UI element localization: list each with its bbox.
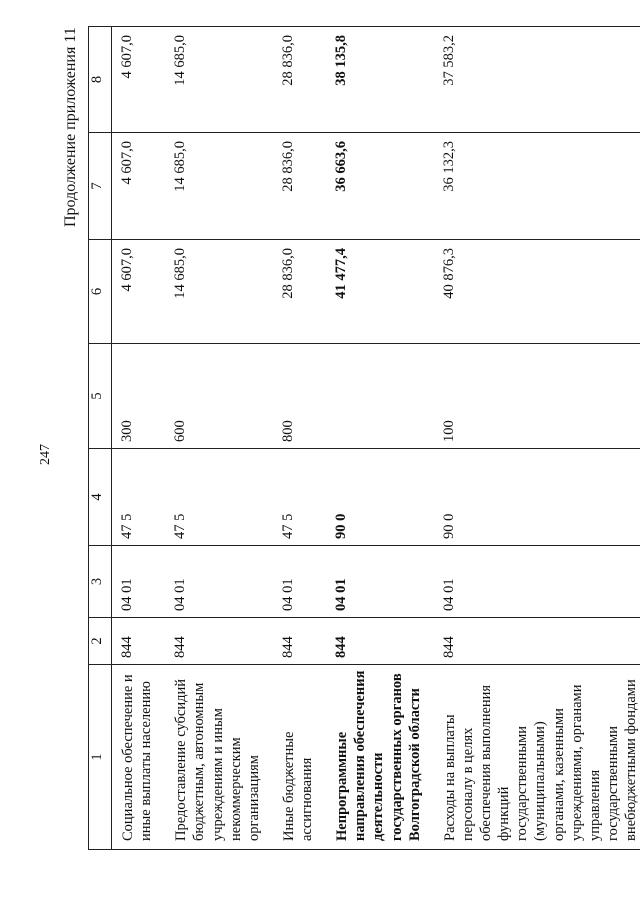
budget-table (88, 26, 640, 850)
column-header: 6 (89, 240, 112, 344)
section-code: 04 01 (326, 546, 434, 618)
amount-col-6: 41 477,4 (326, 240, 434, 344)
amount-col-7: 14 685,0 (165, 133, 273, 240)
row-name: Расходы на выплаты персоналу в целях обеспечения выполнения функций государственными (муниципальными) органами, казенными учреждениями, органами управления государственными внебюджетными фондами (434, 665, 640, 850)
section-code: 04 01 (434, 546, 640, 618)
row-name: Иные бюджетные ассигнования (273, 665, 326, 850)
ministry-code: 844 (273, 618, 326, 665)
amount-col-6: 4 607,0 (112, 240, 166, 344)
ministry-code: 844 (112, 618, 166, 665)
target-article-code: 47 5 (112, 449, 166, 546)
row-name: Непрограммные направления обеспечения деятельности государственных органов Волгоградской области (326, 665, 434, 850)
expense-type-code: 100 (434, 344, 640, 449)
amount-col-8: 14 685,0 (165, 27, 273, 133)
table-row (326, 27, 434, 850)
expense-type-code: 800 (273, 344, 326, 449)
amount-col-6: 40 876,3 (434, 240, 640, 344)
target-article-code: 47 5 (273, 449, 326, 546)
section-code: 04 01 (165, 546, 273, 618)
row-name: Предоставление субсидий бюджетным, автономным учреждениям и иным некоммерческим организациям (165, 665, 273, 850)
amount-col-8: 38 135,8 (326, 27, 434, 133)
amount-col-7: 28 836,0 (273, 133, 326, 240)
amount-col-7: 4 607,0 (112, 133, 166, 240)
table-row (165, 27, 273, 850)
target-article-code: 90 0 (434, 449, 640, 546)
column-header: 5 (89, 344, 112, 449)
table-header-row (89, 27, 112, 850)
column-header: 7 (89, 133, 112, 240)
column-header: 2 (89, 618, 112, 665)
column-header: 1 (89, 665, 112, 850)
column-header: 8 (89, 27, 112, 133)
appendix-continuation-label: Продолжение приложения 11 (62, 27, 79, 227)
expense-type-code: 300 (112, 344, 166, 449)
amount-col-8: 37 583,2 (434, 27, 640, 133)
column-header: 3 (89, 546, 112, 618)
ministry-code: 844 (165, 618, 273, 665)
amount-col-8: 4 607,0 (112, 27, 166, 133)
table-row (434, 27, 640, 850)
amount-col-7: 36 132,3 (434, 133, 640, 240)
section-code: 04 01 (112, 546, 166, 618)
table-row (273, 27, 326, 850)
amount-col-8: 28 836,0 (273, 27, 326, 133)
target-article-code: 47 5 (165, 449, 273, 546)
table-row (112, 27, 166, 850)
page-number: 247 (38, 444, 53, 465)
expense-type-code (326, 344, 434, 449)
ministry-code: 844 (326, 618, 434, 665)
row-name: Социальное обеспечение и иные выплаты населению (112, 665, 166, 850)
expense-type-code: 600 (165, 344, 273, 449)
amount-col-7: 36 663,6 (326, 133, 434, 240)
ministry-code: 844 (434, 618, 640, 665)
section-code: 04 01 (273, 546, 326, 618)
amount-col-6: 14 685,0 (165, 240, 273, 344)
amount-col-6: 28 836,0 (273, 240, 326, 344)
target-article-code: 90 0 (326, 449, 434, 546)
column-header: 4 (89, 449, 112, 546)
